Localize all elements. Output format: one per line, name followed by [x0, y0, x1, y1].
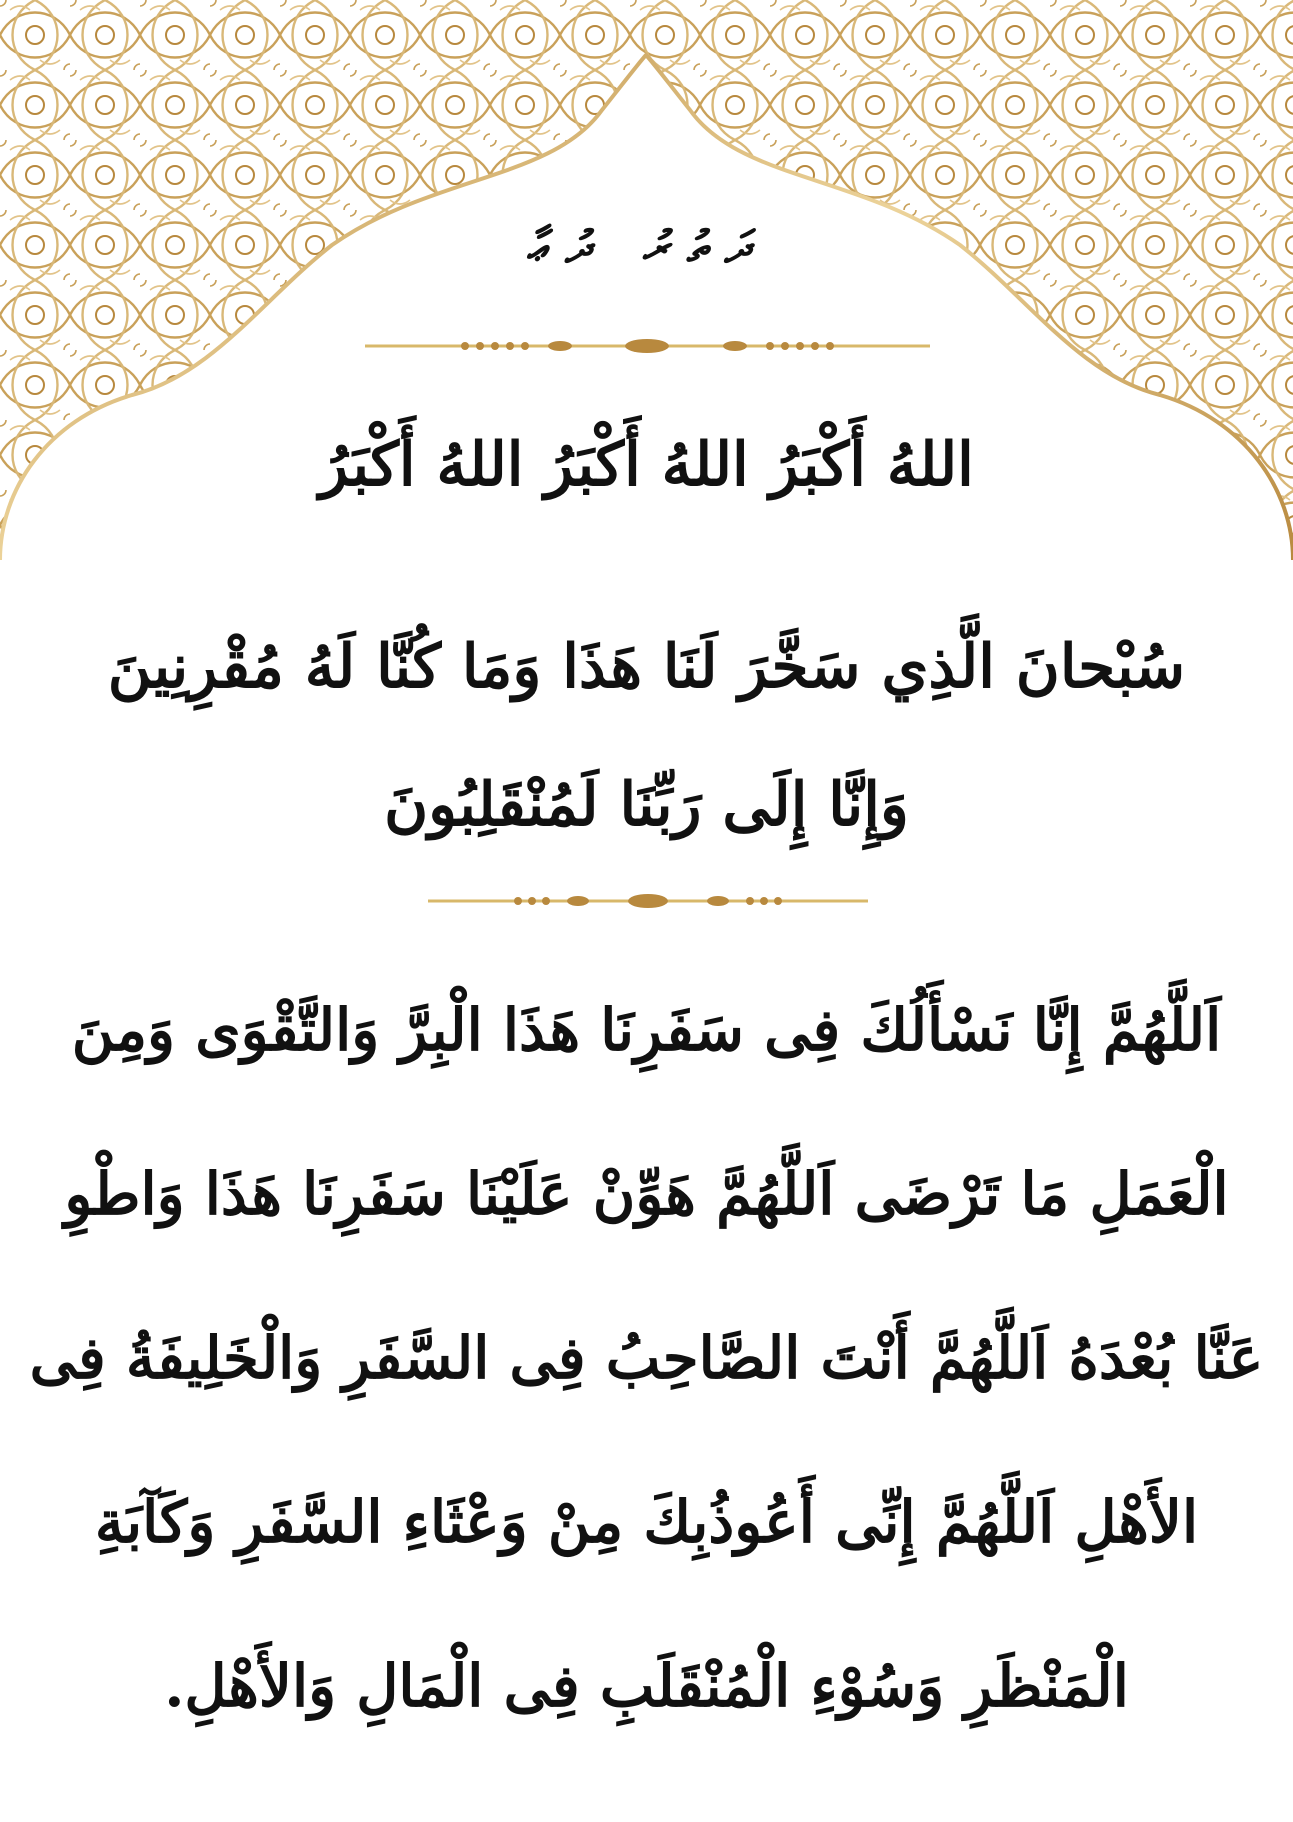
dua-long-line-1: اَللَّهُمَّ إِنَّا نَسْأَلُكَ فِى سَفَرِنَا هَذَا الْبِرَّ وَالتَّقْوَى وَمِنَ: [71, 996, 1222, 1064]
dua-long-line-2: الْعَمَلِ مَا تَرْضَى اَللَّهُمَّ هَوِّنْ عَلَيْنَا سَفَرِنَا هَذَا وَاطْوِ: [64, 1160, 1229, 1228]
takbir-text: [0, 430, 1293, 500]
gold-divider-middle: [428, 891, 868, 911]
dua-long-line-5: الْمَنْظَرِ وَسُوْءِ الْمُنْقَلَبِ فِى الْمَالِ وَالأَهْلِ.: [164, 1652, 1129, 1720]
dua-short: [0, 598, 1293, 874]
takbir-line: اللهُ أَكْبَرُ اللهُ أَكْبَرُ اللهُ أَكْبَرُ: [319, 430, 974, 500]
dua-long-line-4: الأَهْلِ اَللَّهُمَّ إِنِّى أَعُوذُبِكَ مِنْ وَعْثَاءِ السَّفَرِ وَكَآبَةِ: [94, 1488, 1199, 1556]
gold-divider-top: [365, 336, 930, 356]
dua-short-line-1: سُبْحانَ الَّذِي سَخَّرَ لَنَا هَذَا وَمَا كُنَّا لَهُ مُقْرِنِينَ: [107, 632, 1186, 702]
dua-short-line-2: وَإِنَّا إِلَى رَبِّنَا لَمُنْقَلِبُونَ: [384, 770, 909, 840]
dua-long: [0, 948, 1293, 1768]
dua-long-line-3: عَنَّا بُعْدَهُ اَللَّهُمَّ أَنْتَ الصَّاحِبُ فِى السَّفَرِ وَالْخَلِيفَةُ فِى: [29, 1324, 1264, 1392]
page-title: ދަތުރު ދުޢާ: [526, 222, 767, 273]
